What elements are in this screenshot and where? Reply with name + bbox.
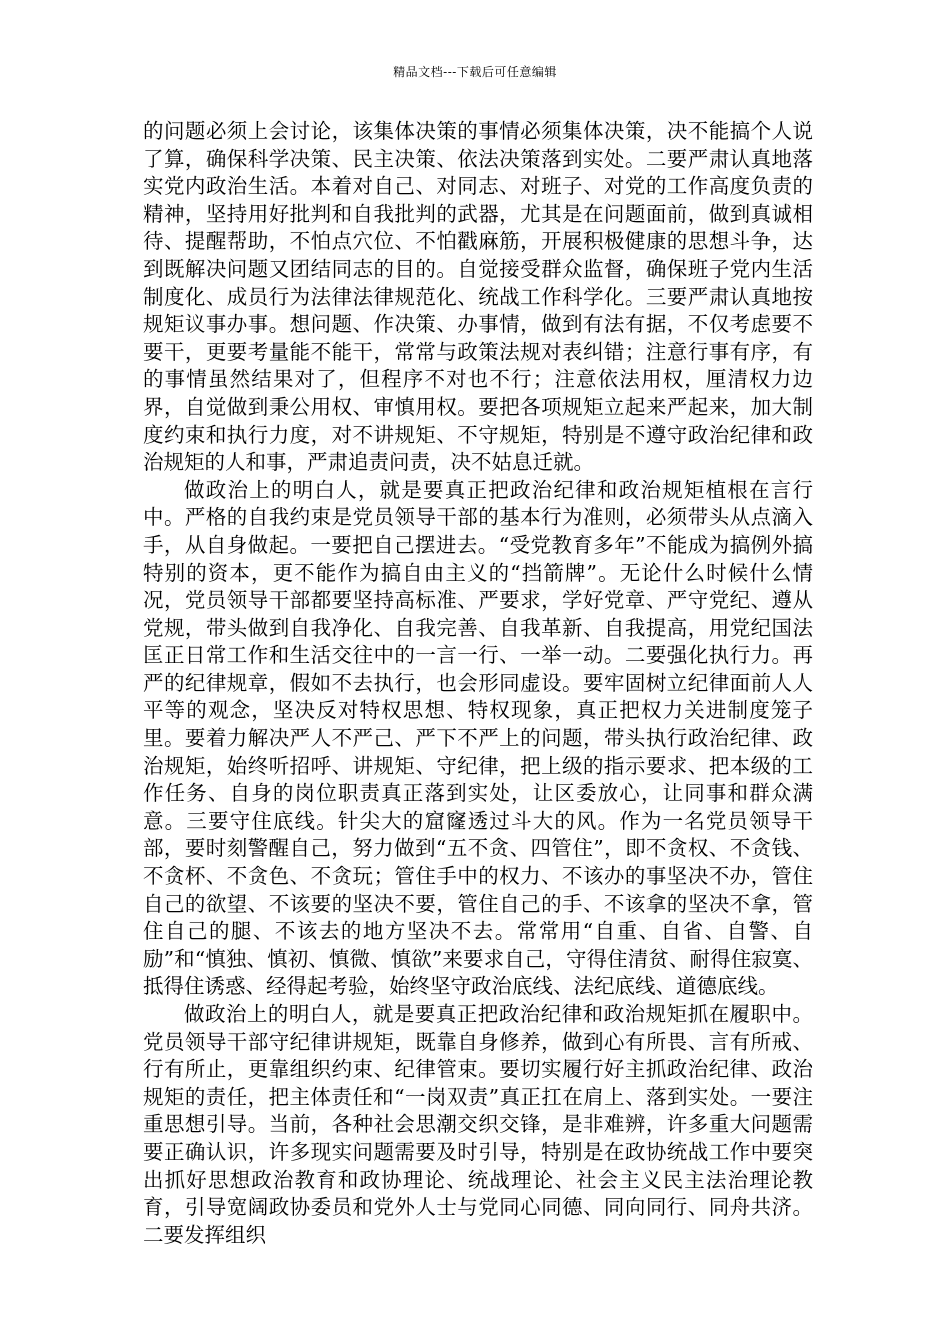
paragraph-1: 的问题必须上会讨论，该集体决策的事情必须集体决策，决不能搞个人说了算，确保科学决策、民主决策、依法决策落到实处。二要严肃认真地落实党内政治生活。本着对自己、对同志、对班子、对党的工作高度负责的精神，坚持用好批判和自我批判的武器，尤其是在问题面前，做到真诚相待、提醒帮助，不怕点穴位、不怕戳麻筋，开展积极健康的思想斗争，达到既解决问题又团结同志的目的。自觉接受群众监督，确保班子党内生活制度化、成员行为法律法律规范化、统战工作科学化。三要严肃认真地按规矩议事办事。想问题、作决策、办事情，做到有法有据，不仅考虑要不要干，更要考量能不能干，常常与政策法规对表纠错；注意行事有序，有的事情虽然结果对了，但程序不对也不行；注意依法用权，厘清权力边界，自觉做到秉公用权、审慎用权。要把各项规矩立起来严起来，加大制度约束和执行力度，对不讲规矩、不守规矩，特别是不遵守政治纪律和政治规矩的人和事，严肃追责问责，决不姑息迁就。: [143, 119, 813, 475]
paragraph-2: 做政治上的明白人，就是要真正把政治纪律和政治规矩植根在言行中。严格的自我约束是党员领导干部的基本行为准则，必须带头从点滴入手，从自身做起。一要把自己摆进去。“受党教育多年”不能成为搞例外搞特别的资本，更不能作为搞自由主义的“挡箭牌”。无论什么时候什么情况，党员领导干部都要坚持高标准、严要求，学好党章、严守党纪、遵从党规，带头做到自我净化、自我完善、自我革新、自我提高，用党纪国法匡正日常工作和生活交往中的一言一行、一举一动。二要强化执行力。再严的纪律规章，假如不去执行，也会形同虚设。要牢固树立纪律面前人人平等的观念，坚决反对特权思想、特权现象，真正把权力关进制度笼子里。要着力解决严人不严己、严下不严上的问题，带头执行政治纪律、政治规矩，始终听招呼、讲规矩、守纪律，把上级的指示要求、把本级的工作任务、自身的岗位职责真正落到实处，让区委放心，让同事和群众满意。三要守住底线。针尖大的窟窿透过斗大的风。作为一名党员领导干部，要时刻警醒自己，努力做到“五不贪、四管住”，即不贪权、不贪钱、不贪杯、不贪色、不贪玩；管住手中的权力、不该办的事坚决不办，管住自己的欲望、不该要的坚决不要，管住自己的手、不该拿的坚决不拿，管住自己的腿、不该去的地方坚决不去。常常用“自重、自省、自警、自励”和“慎独、慎初、慎微、慎欲”来要求自己，守得住清贫、耐得住寂寞、抵得住诱惑、经得起考验，始终坚守政治底线、法纪底线、道德底线。: [143, 477, 813, 999]
paragraph-3: 做政治上的明白人，就是要真正把政治纪律和政治规矩抓在履职中。党员领导干部守纪律讲规矩，既靠自身修养，做到心有所畏、言有所戒、行有所止，更靠组织约束、纪律管束。要切实履行好主抓政治纪律、政治规矩的责任，把主体责任和“一岗双责”真正扛在肩上、落到实处。一要注重思想引导。当前，各种社会思潮交织交锋，是非难辨，许多重大问题需要正确认识，许多现实问题需要及时引导，特别是在政协统战工作中要突出抓好思想政治教育和政协理论、统战理论、社会主义民主法治理论教育，引导宽阔政协委员和党外人士与党同心同德、同向同行、同舟共济。二要发挥组织: [143, 1002, 813, 1247]
document-body: [143, 118, 813, 1249]
page-header: 精品文档---下载后可任意编辑: [393, 65, 557, 79]
